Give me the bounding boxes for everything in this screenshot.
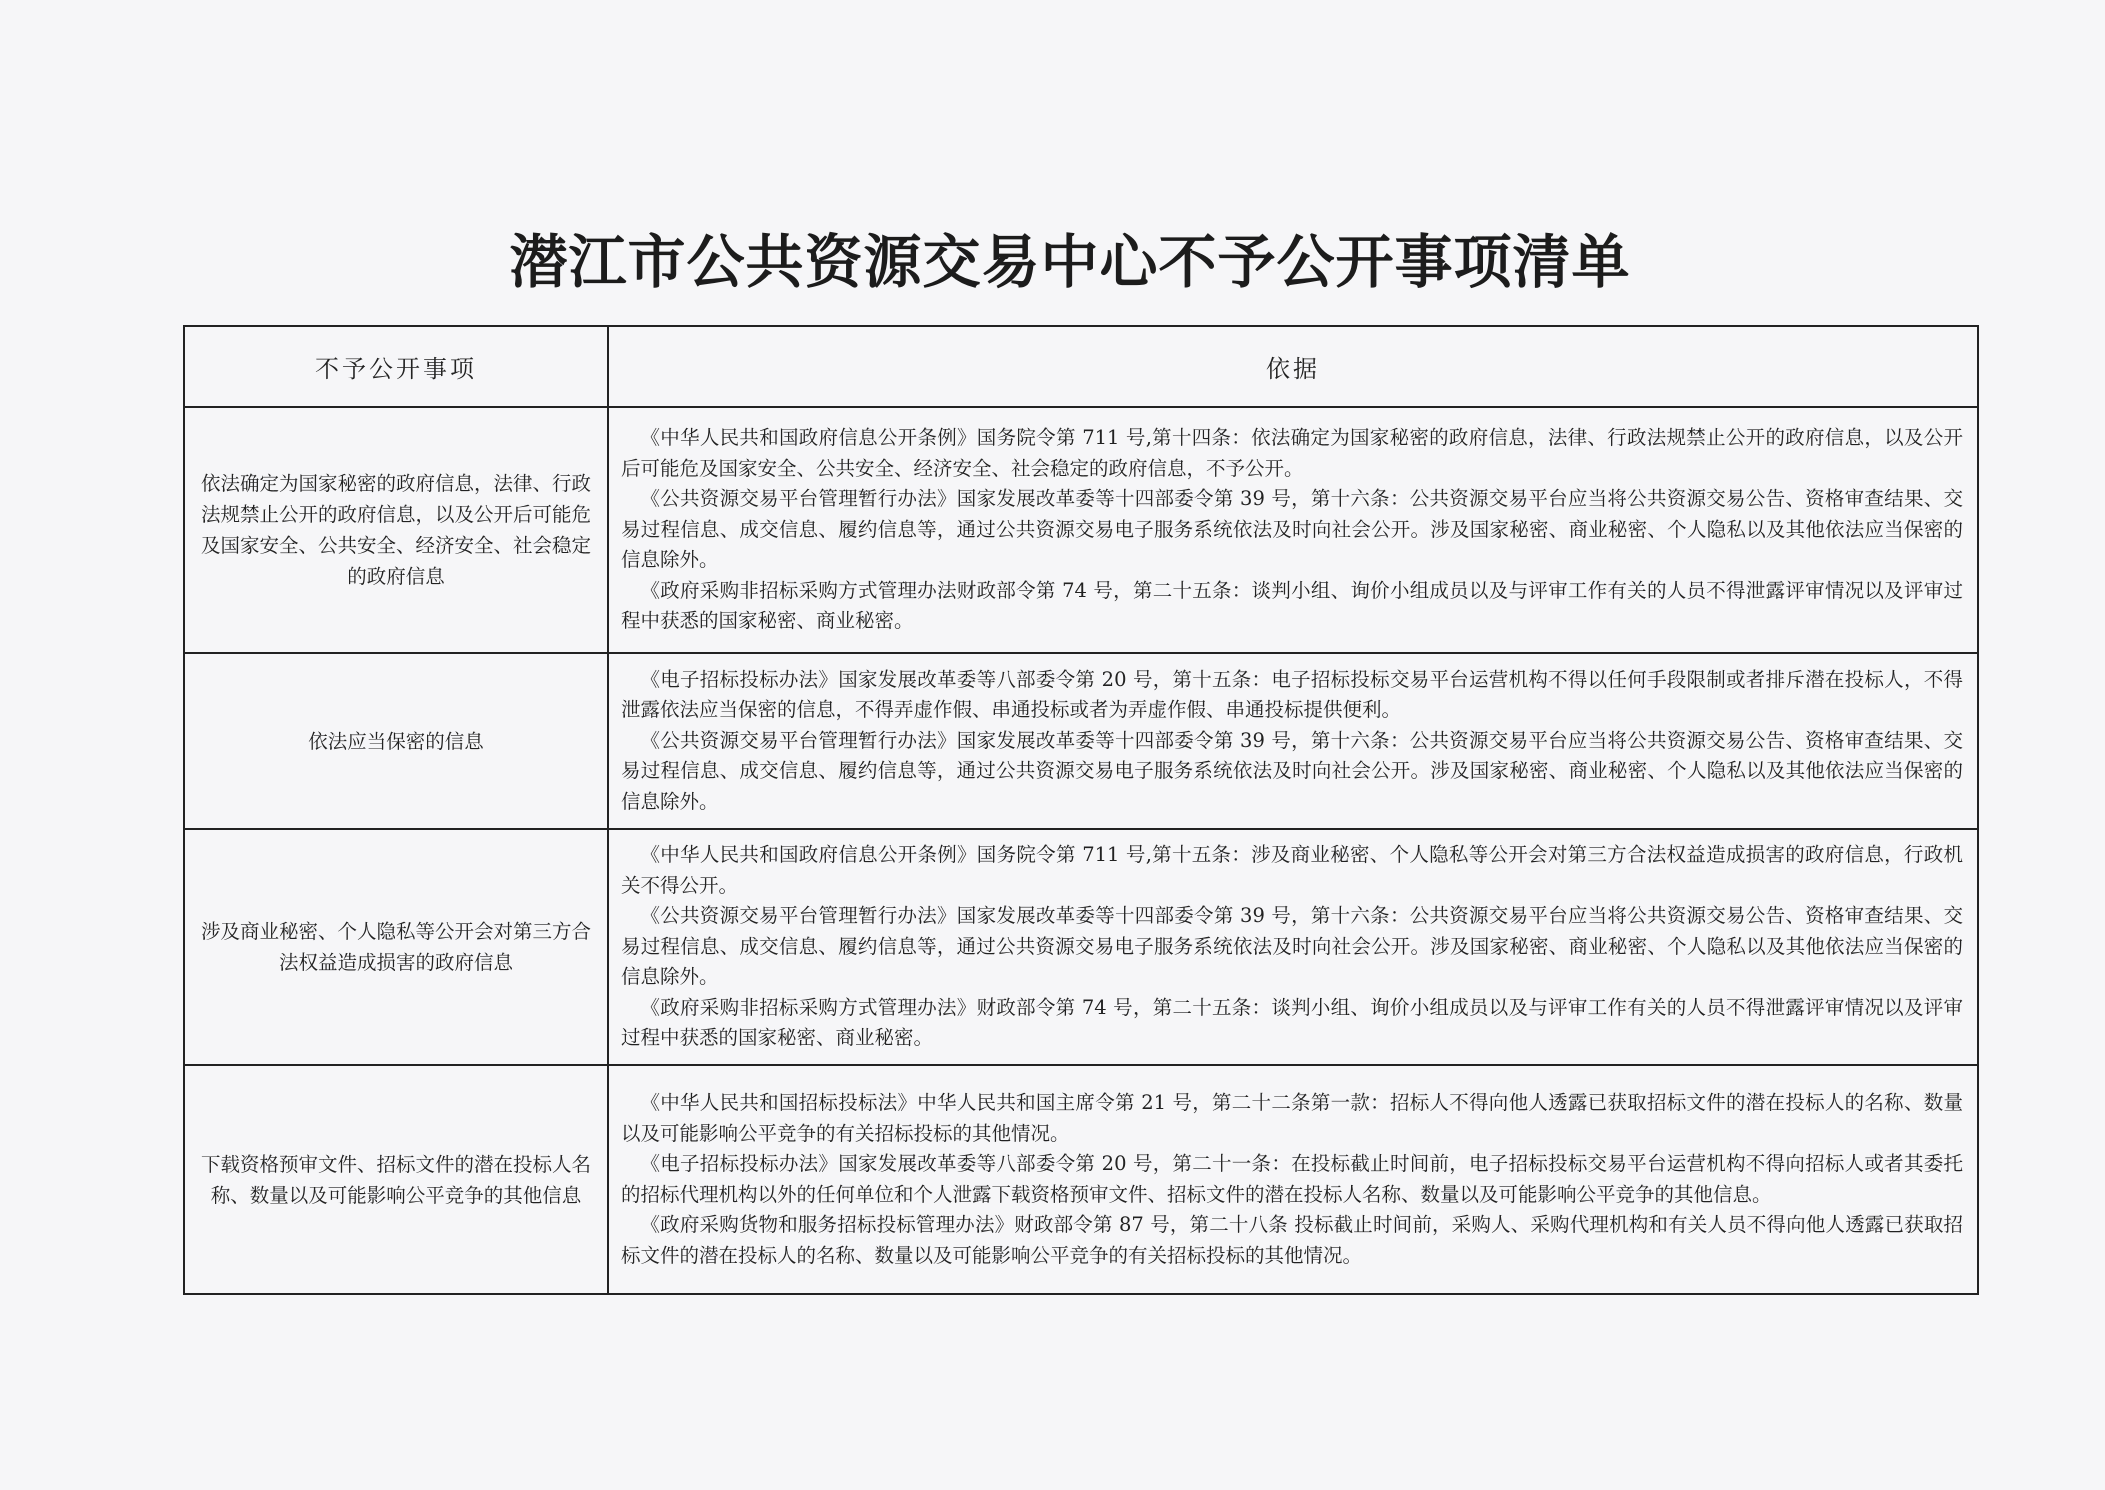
basis-paragraph: 《政府采购非招标采购方式管理办法财政部令第 74 号，第二十五条：谈判小组、询价小组成员以及与评审工作有关的人员不得泄露评审情况以及评审过程中获悉的国家秘密、商业秘密。 — [621, 578, 1963, 633]
table-row — [184, 653, 1978, 829]
item-cell: 涉及商业秘密、个人隐私等公开会对第三方合法权益造成损害的政府信息 — [184, 829, 608, 1065]
basis-cell — [608, 1065, 1978, 1294]
column-header-basis: 依据 — [608, 326, 1978, 407]
basis-paragraph: 《政府采购非招标采购方式管理办法》财政部令第 74 号，第二十五条：谈判小组、询价小组成员以及与评审工作有关的人员不得泄露评审情况以及评审过程中获悉的国家秘密、商业秘密。 — [621, 995, 1963, 1050]
non-disclosure-table — [183, 325, 1979, 1295]
table-row — [184, 829, 1978, 1065]
basis-paragraph: 《电子招标投标办法》国家发展改革委等八部委令第 20 号，第十五条：电子招标投标交易平台运营机构不得以任何手段限制或者排斥潜在投标人，不得泄露依法应当保密的信息，不得弄虚作假、串通投标或者为弄虚作假、串通投标提供便利。 — [621, 667, 1963, 722]
item-cell: 依法确定为国家秘密的政府信息，法律、行政法规禁止公开的政府信息，以及公开后可能危及国家安全、公共安全、经济安全、社会稳定的政府信息 — [184, 407, 608, 653]
basis-paragraph: 《中华人民共和国招标投标法》中华人民共和国主席令第 21 号，第二十二条第一款：招标人不得向他人透露已获取招标文件的潜在投标人的名称、数量以及可能影响公平竞争的有关招标投标的其他情况。 — [621, 1091, 1963, 1145]
table-row — [184, 407, 1978, 653]
basis-paragraph: 《政府采购货物和服务招标投标管理办法》财政部令第 87 号，第二十八条 投标截止时间前，采购人、采购代理机构和有关人员不得向他人透露已获取招标文件的潜在投标人的名称、数量以及可能影响公平竞争的有关招标投标的其他情况。 — [621, 1213, 1963, 1267]
basis-paragraph: 《公共资源交易平台管理暂行办法》国家发展改革委等十四部委令第 39 号，第十六条：公共资源交易平台应当将公共资源交易公告、资格审查结果、交易过程信息、成交信息、履约信息等，通过公共资源交易电子服务系统依法及时向社会公开。涉及国家秘密、商业秘密、个人隐私以及其他依法应当保密的信息除外。 — [621, 904, 1963, 989]
basis-paragraph: 《电子招标投标办法》国家发展改革委等八部委令第 20 号，第二十一条：在投标截止时间前，电子招标投标交易平台运营机构不得向招标人或者其委托的招标代理机构以外的任何单位和个人泄露下载资格预审文件、招标文件的潜在投标人名称、数量以及可能影响公平竞争的其他信息。 — [621, 1152, 1963, 1206]
basis-paragraph: 《中华人民共和国政府信息公开条例》国务院令第 711 号,第十四条：依法确定为国家秘密的政府信息，法律、行政法规禁止公开的政府信息，以及公开后可能危及国家安全、公共安全、经济安全、社会稳定的政府信息，不予公开。 — [621, 426, 1963, 480]
column-header-item: 不予公开事项 — [184, 326, 608, 407]
item-cell: 下载资格预审文件、招标文件的潜在投标人名称、数量以及可能影响公平竞争的其他信息 — [184, 1065, 608, 1294]
basis-paragraph: 《中华人民共和国政府信息公开条例》国务院令第 711 号,第十五条：涉及商业秘密、个人隐私等公开会对第三方合法权益造成损害的政府信息，行政机关不得公开。 — [621, 843, 1963, 897]
table-header-row — [184, 326, 1978, 407]
basis-cell — [608, 653, 1978, 829]
basis-paragraph: 《公共资源交易平台管理暂行办法》国家发展改革委等十四部委令第 39 号，第十六条：公共资源交易平台应当将公共资源交易公告、资格审查结果、交易过程信息、成交信息、履约信息等，通过公共资源交易电子服务系统依法及时向社会公开。涉及国家秘密、商业秘密、个人隐私以及其他依法应当保密的信息除外。 — [621, 487, 1963, 572]
basis-cell — [608, 407, 1978, 653]
item-cell: 依法应当保密的信息 — [184, 653, 608, 829]
document-title: 潜江市公共资源交易中心不予公开事项清单 — [509, 228, 1631, 296]
basis-paragraph: 《公共资源交易平台管理暂行办法》国家发展改革委等十四部委令第 39 号，第十六条：公共资源交易平台应当将公共资源交易公告、资格审查结果、交易过程信息、成交信息、履约信息等，通过公共资源交易电子服务系统依法及时向社会公开。涉及国家秘密、商业秘密、个人隐私以及其他依法应当保密的信息除外。 — [621, 728, 1963, 813]
basis-cell — [608, 829, 1978, 1065]
table-row — [184, 1065, 1978, 1294]
